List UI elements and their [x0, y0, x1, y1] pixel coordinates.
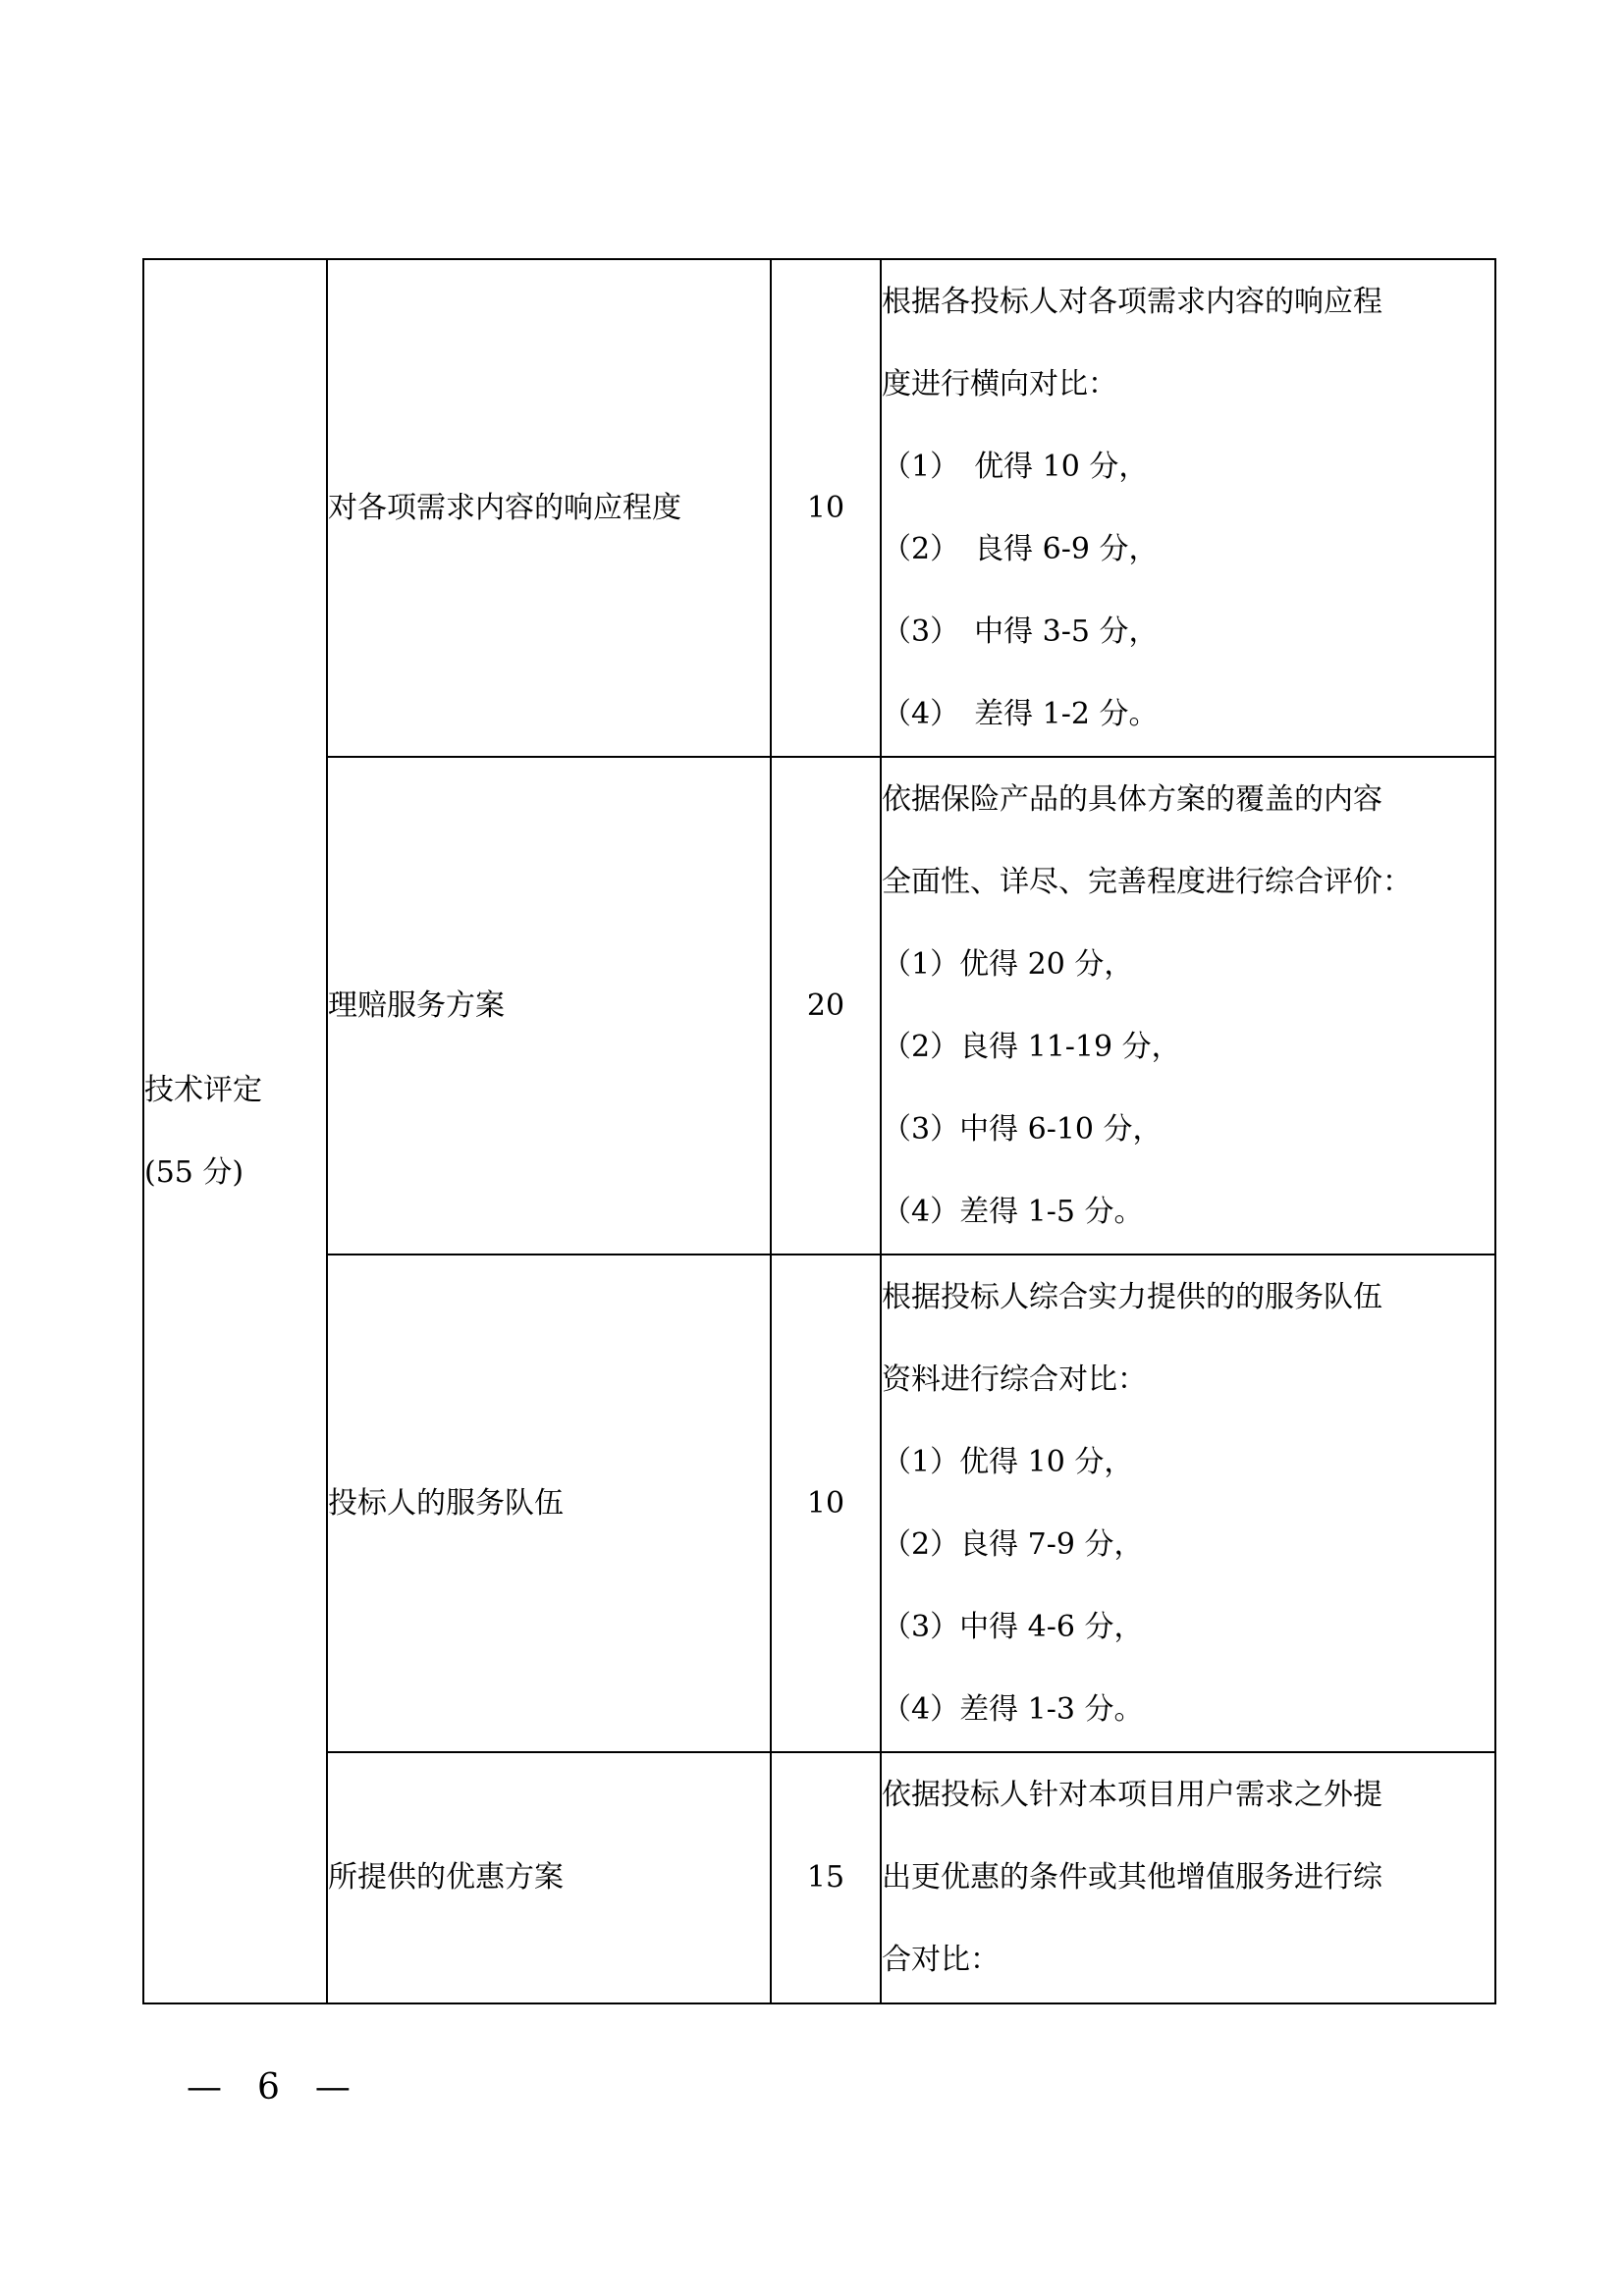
- category-cell: [143, 259, 327, 2003]
- description-line: 全面性、详尽、完善程度进行综合评价：: [882, 864, 1412, 899]
- description-cell: [881, 1752, 1495, 2003]
- description-line: （3）中得 6-10 分，: [882, 1111, 1163, 1147]
- description-line: （3） 中得 3-5 分，: [882, 614, 1159, 649]
- table-row: [143, 1752, 1495, 2003]
- description-line: （3）中得 4-6 分，: [882, 1609, 1144, 1644]
- table-row: [143, 757, 1495, 1255]
- description-line: （1） 优得 10 分，: [882, 449, 1149, 484]
- description-line: 根据投标人综合实力提供的的服务队伍: [882, 1279, 1382, 1314]
- category-points: (55 分): [144, 1154, 244, 1190]
- score-cell: 10: [771, 259, 881, 757]
- description-line: （4）差得 1-3 分。: [882, 1691, 1144, 1727]
- description-line: （2）良得 7-9 分，: [882, 1526, 1144, 1562]
- description-line: （2） 良得 6-9 分，: [882, 531, 1159, 566]
- item-cell: 所提供的优惠方案: [327, 1752, 771, 2003]
- description-line: （4）差得 1-5 分。: [882, 1194, 1144, 1229]
- description-cell: [881, 1255, 1495, 1752]
- description-cell: [881, 757, 1495, 1255]
- table-row: [143, 259, 1495, 757]
- score-cell: 10: [771, 1255, 881, 1752]
- item-cell: 投标人的服务队伍: [327, 1255, 771, 1752]
- description-line: 资料进行综合对比：: [882, 1362, 1147, 1397]
- description-line: （4） 差得 1-2 分。: [882, 696, 1159, 731]
- item-cell: 理赔服务方案: [327, 757, 771, 1255]
- table-row: [143, 1255, 1495, 1752]
- score-cell: 20: [771, 757, 881, 1255]
- description-line: 根据各投标人对各项需求内容的响应程: [882, 284, 1382, 319]
- description-line: 依据保险产品的具体方案的覆盖的内容: [882, 781, 1382, 817]
- description-line: （1）优得 20 分，: [882, 946, 1134, 982]
- evaluation-table: [142, 258, 1496, 2004]
- item-cell: 对各项需求内容的响应程度: [327, 259, 771, 757]
- description-line: 依据投标人针对本项目用户需求之外提: [882, 1778, 1382, 1812]
- description-line: （1）优得 10 分，: [882, 1444, 1134, 1479]
- description-line: （2）良得 11-19 分，: [882, 1029, 1181, 1064]
- description-cell: [881, 259, 1495, 757]
- page-number: — 6 —: [187, 2067, 351, 2108]
- description-line: 合对比：: [882, 1943, 1000, 1977]
- description-line: 度进行横向对比：: [882, 366, 1117, 401]
- description-line: 出更优惠的条件或其他增值服务进行综: [882, 1860, 1382, 1895]
- score-cell: 15: [771, 1752, 881, 2003]
- category-title: 技术评定: [144, 1072, 262, 1107]
